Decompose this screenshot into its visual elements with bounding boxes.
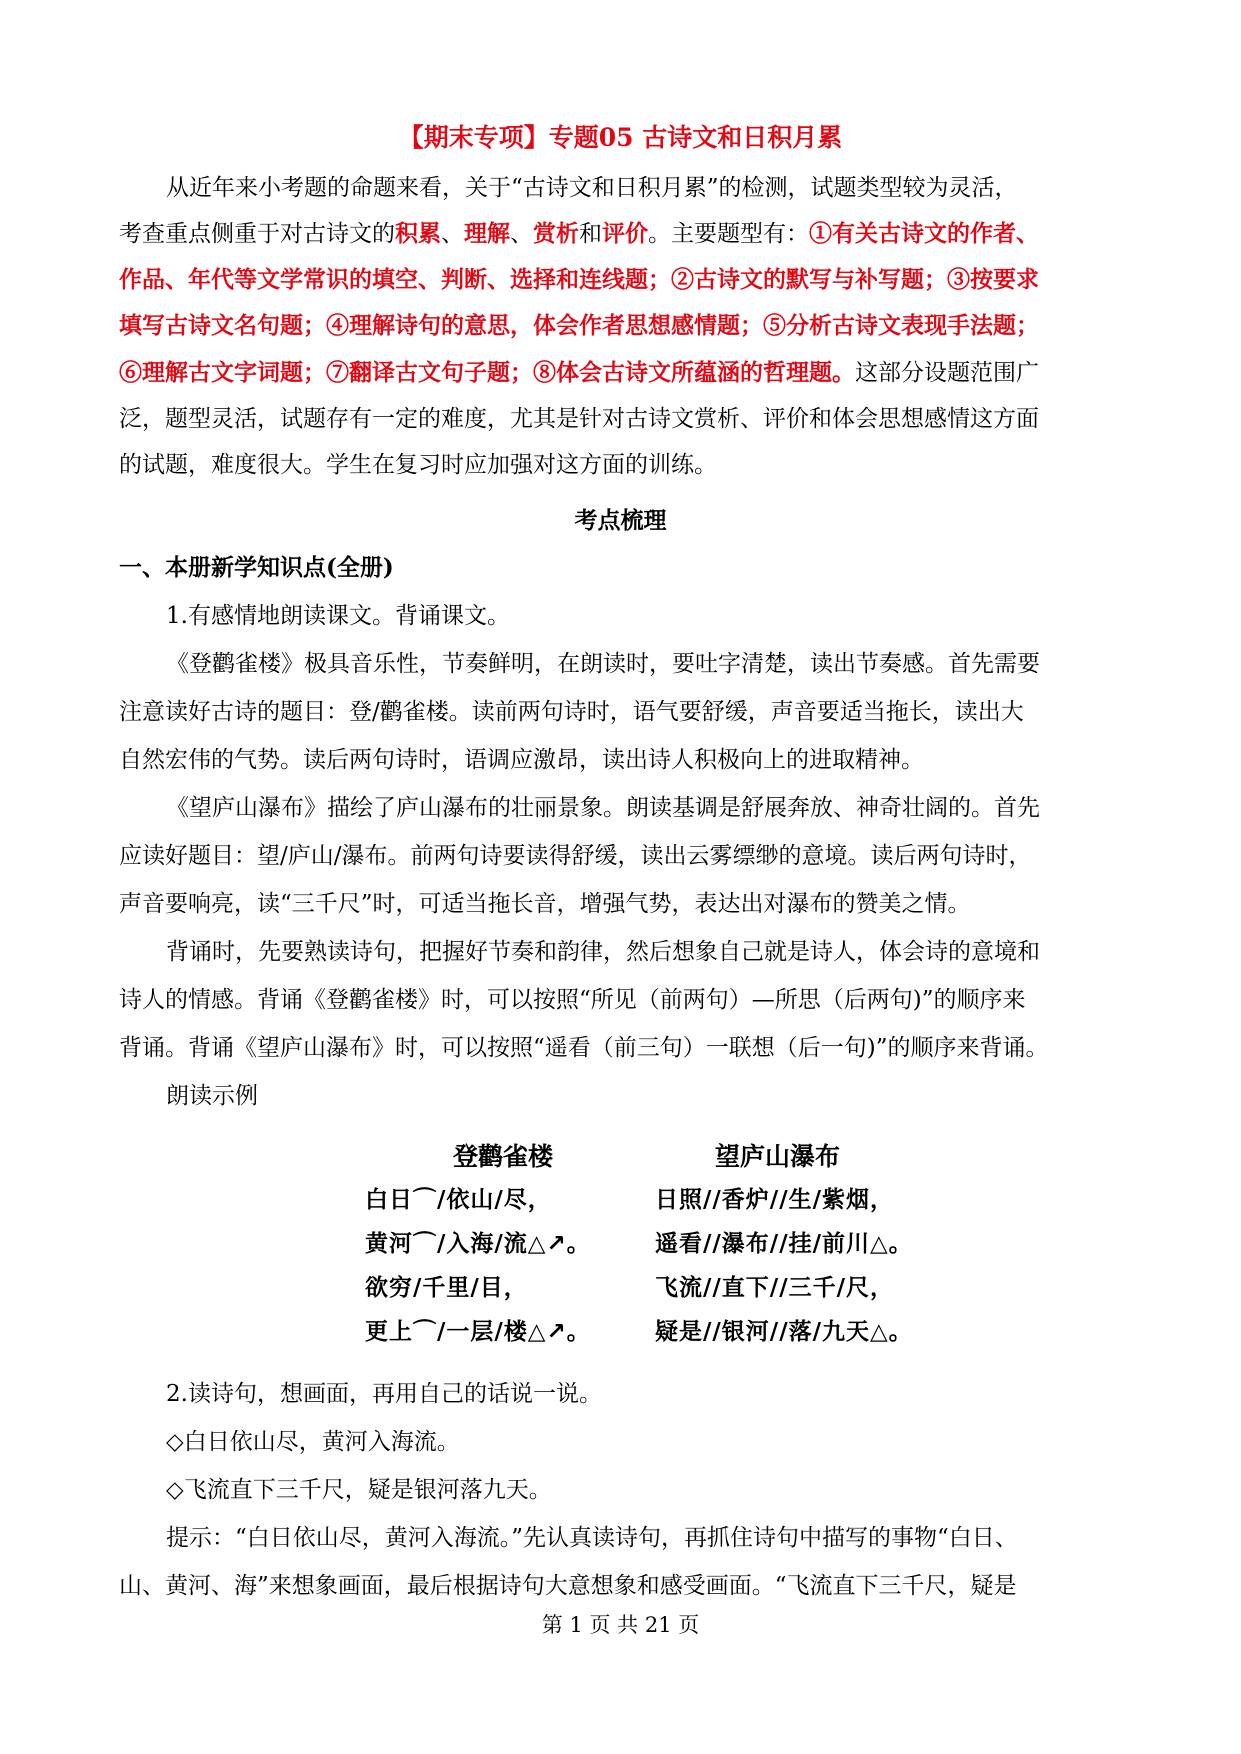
poem-title: 望庐山瀑布: [715, 1142, 841, 1171]
poem-line: 遥看//瀑布//挂/前川△。: [655, 1231, 913, 1257]
paragraph-denghuangquelou-3: 自然宏伟的气势。读后两句诗时，语调应激昂，读出诗人积极向上的进取精神。: [119, 747, 924, 773]
bullet-item-1: ◇白日依山尽，黄河入海流。: [166, 1429, 460, 1455]
intro-line-3: 作品、年代等文学常识的填空、判断、选择和连线题；②古诗文的默写与补写题；③按要求: [119, 266, 1039, 293]
poem-denghuangquelou: [365, 1140, 645, 1354]
poem-wanglushanpubu: [655, 1140, 935, 1354]
paragraph-recite-3: 背诵。背诵《望庐山瀑布》时，可以按照“遥看（前三句）一联想（后一句)”的顺序来背诵。: [119, 1035, 1049, 1061]
intro-text: 这部分设题范围广: [855, 360, 1039, 386]
paragraph-denghuangquelou-1: 《登鹳雀楼》极具音乐性，节奏鲜明，在朗读时，要吐字清楚，读出节奏感。首先需要: [166, 651, 1040, 677]
part1-heading: 一、本册新学知识点(全册): [119, 554, 394, 581]
paragraph-denghuangquelou-2: 注意读好古诗的题目：登/鹳雀楼。读前两句诗时，语气要舒缓，声音要适当拖长，读出大: [119, 699, 1024, 725]
poem-line: 白日⌒/依山/尽，: [365, 1187, 552, 1213]
punct: 、: [441, 221, 464, 247]
keyword-evaluate: 评价: [602, 220, 648, 247]
poem-title: 登鹳雀楼: [453, 1142, 554, 1171]
page-title: 【期末专项】专题05 古诗文和日积月累: [398, 123, 843, 152]
paragraph-recite-1: 背诵时，先要熟读诗句，把握好节奏和韵律，然后想象自己就是诗人，体会诗的意境和: [166, 939, 1040, 965]
paragraph-recite-2: 诗人的情感。背诵《登鹳雀楼》时，可以按照“所见（前两句）—所思（后两句)”的顺序来: [119, 987, 1026, 1013]
intro-text: 和: [579, 221, 602, 247]
keyword-understand: 理解: [464, 220, 510, 247]
paragraph-lushan-1: 《望庐山瀑布》描绘了庐山瀑布的壮丽景象。朗读基调是舒展奔放、神奇壮阔的。首先: [166, 795, 1040, 821]
question-types: ⑥理解古文字词题；⑦翻译古文句子题；⑧体会古诗文所蕴涵的哲理题。: [119, 359, 855, 386]
reading-example-figure: [365, 1140, 925, 1360]
section-heading: 考点梳理: [574, 507, 667, 534]
hint-line-2: 山、黄河、海”来想象画面，最后根据诗句大意想象和感受画面。“飞流直下三千尺，疑是: [119, 1573, 1017, 1599]
point-1: 1.有感情地朗读课文。背诵课文。: [166, 603, 510, 629]
punct: 、: [510, 221, 533, 247]
poem-line: 黄河⌒/入海/流△↗。: [365, 1231, 591, 1257]
reading-example-label: 朗读示例: [166, 1083, 258, 1109]
intro-line-6: 泛，题型灵活，试题存有一定的难度，尤其是针对古诗文赏析、评价和体会思想感情这方面: [119, 406, 1039, 432]
intro-line-4: 填写古诗文名句题；④理解诗句的意思，体会作者思想感情题；⑤分析古诗文表现手法题；: [119, 312, 1039, 339]
poem-line: 欲穷/千里/目，: [365, 1275, 528, 1301]
poem-line: 疑是//银河//落/九天△。: [655, 1319, 913, 1345]
keyword-accumulate: 积累: [395, 220, 441, 247]
intro-line-2: [119, 219, 1123, 249]
poem-line: 日照//香炉//生/紫烟，: [655, 1187, 895, 1213]
page-footer: 第 1 页 共 21 页: [541, 1613, 700, 1637]
paragraph-lushan-3: 声音要响亮，读“三千尺”时，可适当拖长音，增强气势，表达出对瀑布的赞美之情。: [119, 891, 971, 917]
intro-text: 。主要题型有：: [648, 221, 809, 247]
keyword-appreciate: 赏析: [533, 220, 579, 247]
intro-text: 考查重点侧重于对古诗文的: [119, 221, 395, 247]
poem-line: 飞流//直下//三千/尺，: [655, 1275, 895, 1301]
point-2: 2.读诗句，想画面，再用自己的话说一说。: [166, 1381, 602, 1407]
intro-line-5: [119, 358, 1123, 388]
intro-line-7: 的试题，难度很大。学生在复习时应加强对这方面的训练。: [119, 452, 717, 478]
poem-line: 更上⌒/一层/楼△↗。: [365, 1319, 591, 1345]
bullet-item-2: ◇飞流直下三千尺，疑是银河落九天。: [166, 1477, 552, 1503]
intro-line-1: 从近年来小考题的命题来看，关于“古诗文和日积月累”的检测，试题类型较为灵活，: [166, 175, 1018, 201]
hint-line-1: 提示：“白日依山尽，黄河入海流。”先认真读诗句，再抓住诗句中描写的事物“白日、: [166, 1525, 1018, 1551]
question-types: ①有关古诗文的作者、: [809, 220, 1039, 247]
paragraph-lushan-2: 应读好题目：望/庐山/瀑布。前两句诗要读得舒缓，读出云雾缥缈的意境。读后两句诗时，: [119, 843, 1032, 869]
